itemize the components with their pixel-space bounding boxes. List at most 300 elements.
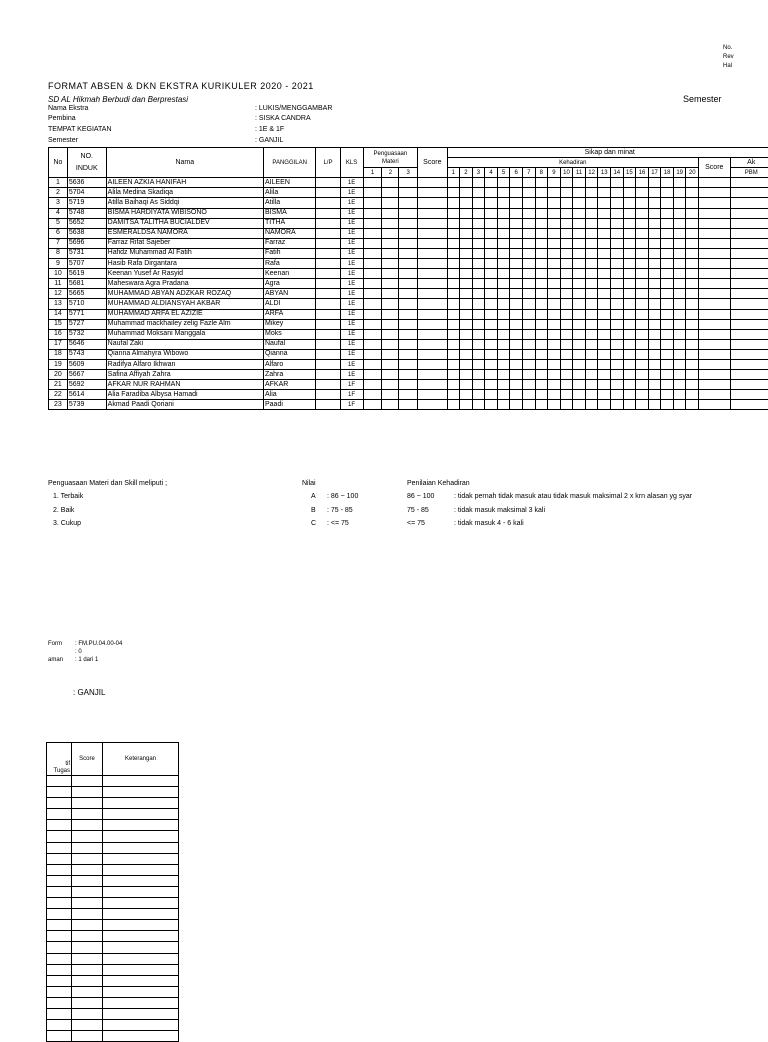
row-materi [363, 198, 382, 208]
row-score [418, 289, 447, 299]
attendance-desc: : tidak masuk maksimal 3 kali [454, 507, 545, 515]
table-cell [72, 1008, 103, 1019]
row-attendance [573, 188, 586, 198]
table-cell [47, 820, 72, 831]
header-day: 10 [560, 168, 573, 178]
row-materi [382, 370, 399, 380]
row-nama: Naufal Zaki [106, 339, 263, 349]
row-score [418, 208, 447, 218]
row-materi [382, 380, 399, 390]
row-panggilan: AFKAR [263, 380, 315, 390]
row-panggilan: Zahra [263, 370, 315, 380]
row-materi [382, 248, 399, 258]
row-materi [382, 309, 399, 319]
row-attendance [673, 289, 686, 299]
row-pbm [730, 370, 768, 380]
row-attendance [472, 309, 485, 319]
row-attendance [472, 400, 485, 410]
row-attendance [510, 299, 523, 309]
row-attendance [598, 319, 611, 329]
table-row [49, 309, 768, 319]
grade-range: : 86 ~ 100 [327, 493, 358, 501]
table-cell [47, 831, 72, 842]
legend-item: 1. Terbaik [53, 493, 83, 501]
row-attendance [585, 309, 598, 319]
row-score2 [699, 380, 730, 390]
row-attendance [472, 238, 485, 248]
table-cell [47, 886, 72, 897]
header-day: 15 [623, 168, 636, 178]
table-cell [72, 964, 103, 975]
row-attendance [548, 319, 561, 329]
row-materi [382, 299, 399, 309]
header-m3: 3 [399, 168, 418, 178]
row-kls: 1E [340, 299, 363, 309]
row-attendance [673, 370, 686, 380]
row-score [418, 248, 447, 258]
row-attendance [585, 380, 598, 390]
row-attendance [522, 339, 535, 349]
row-attendance [560, 370, 573, 380]
row-attendance [472, 380, 485, 390]
row-attendance [548, 178, 561, 188]
row-attendance [447, 238, 460, 248]
table-row [49, 329, 768, 339]
header-penguasaan: Penguasaan Materi [363, 148, 418, 168]
row-attendance [673, 269, 686, 279]
row-attendance [673, 279, 686, 289]
header-kehadiran: Kehadiran [447, 158, 699, 168]
row-attendance [598, 370, 611, 380]
school-name: SD AL Hikmah Berbudi dan Berprestasi [48, 95, 188, 104]
table-cell [103, 831, 179, 842]
row-attendance [460, 370, 473, 380]
row-pbm [730, 248, 768, 258]
row-attendance [686, 208, 699, 218]
row-attendance [522, 380, 535, 390]
row-score [418, 269, 447, 279]
row-attendance [535, 349, 548, 359]
row-pbm [730, 400, 768, 410]
row-attendance [560, 238, 573, 248]
header-day: 2 [460, 168, 473, 178]
row-attendance [560, 349, 573, 359]
row-attendance [636, 208, 649, 218]
row-attendance [522, 319, 535, 329]
row-materi [399, 228, 418, 238]
row-attendance [623, 309, 636, 319]
row-attendance [460, 309, 473, 319]
row-attendance [611, 370, 624, 380]
row-attendance [548, 188, 561, 198]
row-materi [382, 339, 399, 349]
row-lp [316, 359, 340, 369]
row-pbm [730, 289, 768, 299]
row-attendance [648, 198, 661, 208]
row-panggilan: Fatih [263, 248, 315, 258]
row-attendance [573, 349, 586, 359]
table-row [49, 289, 768, 299]
row-attendance [598, 299, 611, 309]
row-score [418, 238, 447, 248]
row-attendance [548, 259, 561, 269]
row-materi [399, 390, 418, 400]
header-day: 12 [585, 168, 598, 178]
row-materi [382, 238, 399, 248]
row-attendance [648, 299, 661, 309]
row-attendance [460, 279, 473, 289]
row-no: 12 [49, 289, 68, 299]
row-attendance [585, 188, 598, 198]
row-lp [316, 259, 340, 269]
row-materi [399, 269, 418, 279]
row-attendance [485, 309, 498, 319]
row-attendance [535, 380, 548, 390]
row-attendance [535, 178, 548, 188]
row-attendance [636, 299, 649, 309]
header-row [47, 743, 179, 776]
row-pbm [730, 208, 768, 218]
table-row [47, 864, 179, 875]
row-attendance [623, 218, 636, 228]
row-attendance [573, 289, 586, 299]
row-attendance [661, 178, 674, 188]
row-attendance [497, 269, 510, 279]
row-attendance [447, 279, 460, 289]
row-lp [316, 309, 340, 319]
row-attendance [485, 370, 498, 380]
row-attendance [648, 309, 661, 319]
table-cell [72, 931, 103, 942]
table-cell [72, 986, 103, 997]
row-nama: MUHAMMAD ARFA EL AZIZIE [106, 309, 263, 319]
row-attendance [510, 400, 523, 410]
header-day: 8 [535, 168, 548, 178]
row-kls: 1E [340, 259, 363, 269]
row-score2 [699, 299, 730, 309]
row-attendance [661, 198, 674, 208]
row-induk: 5727 [67, 319, 106, 329]
row-kls: 1E [340, 198, 363, 208]
row-score2 [699, 198, 730, 208]
row-score2 [699, 289, 730, 299]
row-attendance [510, 208, 523, 218]
row-attendance [573, 370, 586, 380]
row-attendance [535, 339, 548, 349]
table-cell [103, 964, 179, 975]
header-day: 1 [447, 168, 460, 178]
row-panggilan: AILEEN [263, 178, 315, 188]
row-attendance [485, 329, 498, 339]
semester-label: Semester [683, 94, 722, 104]
row-attendance [560, 339, 573, 349]
row-attendance [673, 228, 686, 238]
row-induk: 5732 [67, 329, 106, 339]
row-attendance [447, 380, 460, 390]
legend-item: 3. Cukup [53, 520, 81, 528]
rev-value: : 0 [75, 649, 82, 656]
row-materi [363, 259, 382, 269]
row-induk: 5719 [67, 198, 106, 208]
row-attendance [648, 370, 661, 380]
row-nama: Safina Affiyah Zahra [106, 370, 263, 380]
row-attendance [686, 339, 699, 349]
header-no: No [49, 148, 68, 178]
row-panggilan: Farraz [263, 238, 315, 248]
row-attendance [661, 289, 674, 299]
row-attendance [636, 390, 649, 400]
row-attendance [573, 319, 586, 329]
row-attendance [686, 248, 699, 258]
table-row [49, 299, 768, 309]
row-attendance [497, 299, 510, 309]
row-score2 [699, 390, 730, 400]
row-materi [399, 188, 418, 198]
row-no: 17 [49, 339, 68, 349]
row-attendance [673, 339, 686, 349]
row-pbm [730, 359, 768, 369]
row-no: 16 [49, 329, 68, 339]
row-attendance [598, 279, 611, 289]
info-value: : SISKA CANDRA [255, 115, 311, 123]
row-lp [316, 370, 340, 380]
row-attendance [661, 208, 674, 218]
row-attendance [485, 279, 498, 289]
row-attendance [522, 178, 535, 188]
row-attendance [673, 349, 686, 359]
row-kls: 1E [340, 289, 363, 299]
row-attendance [485, 218, 498, 228]
row-materi [382, 178, 399, 188]
row-attendance [535, 289, 548, 299]
row-attendance [485, 289, 498, 299]
row-attendance [611, 390, 624, 400]
row-attendance [535, 228, 548, 238]
row-attendance [686, 228, 699, 238]
row-attendance [573, 198, 586, 208]
row-attendance [510, 390, 523, 400]
row-attendance [673, 329, 686, 339]
row-attendance [648, 349, 661, 359]
row-induk: 5696 [67, 238, 106, 248]
row-attendance [460, 400, 473, 410]
row-attendance [548, 248, 561, 258]
row-attendance [611, 248, 624, 258]
row-attendance [560, 319, 573, 329]
row-attendance [598, 349, 611, 359]
row-score2 [699, 319, 730, 329]
row-materi [363, 178, 382, 188]
row-attendance [636, 400, 649, 410]
info-label: Pembina [48, 115, 76, 123]
table-cell [72, 842, 103, 853]
row-no: 6 [49, 228, 68, 238]
row-attendance [522, 329, 535, 339]
row-nama: Atilla Baihaqi As Siddqi [106, 198, 263, 208]
row-materi [399, 238, 418, 248]
row-attendance [598, 390, 611, 400]
row-attendance [522, 208, 535, 218]
row-attendance [522, 198, 535, 208]
header-m2: 2 [382, 168, 399, 178]
row-attendance [497, 279, 510, 289]
table-cell [103, 920, 179, 931]
row-materi [399, 198, 418, 208]
table-cell [47, 864, 72, 875]
hal-label: aman [48, 657, 63, 664]
row-attendance [522, 370, 535, 380]
row-attendance [648, 218, 661, 228]
row-attendance [560, 359, 573, 369]
row-attendance [522, 400, 535, 410]
table-row [49, 208, 768, 218]
row-attendance [522, 188, 535, 198]
row-attendance [460, 329, 473, 339]
row-no: 3 [49, 198, 68, 208]
row-attendance [510, 289, 523, 299]
row-attendance [623, 380, 636, 390]
header-col1 [47, 743, 72, 776]
row-attendance [510, 279, 523, 289]
row-attendance [686, 238, 699, 248]
row-attendance [648, 390, 661, 400]
row-score [418, 279, 447, 289]
row-attendance [510, 178, 523, 188]
row-kls: 1E [340, 329, 363, 339]
row-materi [363, 248, 382, 258]
row-attendance [535, 309, 548, 319]
row-attendance [686, 279, 699, 289]
row-no: 20 [49, 370, 68, 380]
row-attendance [598, 359, 611, 369]
row-materi [399, 178, 418, 188]
row-score [418, 400, 447, 410]
row-induk: 5681 [67, 279, 106, 289]
row-attendance [623, 349, 636, 359]
row-kls: 1E [340, 359, 363, 369]
row-attendance [686, 198, 699, 208]
row-materi [399, 339, 418, 349]
row-attendance [585, 359, 598, 369]
row-attendance [497, 349, 510, 359]
row-attendance [472, 228, 485, 238]
row-attendance [598, 269, 611, 279]
table-row [47, 975, 179, 986]
grade-letter: A [311, 493, 316, 501]
row-kls: 1E [340, 349, 363, 359]
row-attendance [598, 198, 611, 208]
row-attendance [560, 299, 573, 309]
row-attendance [560, 380, 573, 390]
row-attendance [673, 359, 686, 369]
row-materi [399, 208, 418, 218]
row-attendance [472, 339, 485, 349]
row-attendance [598, 329, 611, 339]
row-nama: Akmad Paadi Qoriani [106, 400, 263, 410]
table-cell [103, 798, 179, 809]
doc-title: FORMAT ABSEN & DKN EKSTRA KURIKULER 2020 - 2021 [48, 81, 314, 91]
row-attendance [686, 269, 699, 279]
row-attendance [522, 248, 535, 258]
row-attendance [535, 198, 548, 208]
row-attendance [598, 259, 611, 269]
row-attendance [573, 228, 586, 238]
row-attendance [598, 339, 611, 349]
row-attendance [686, 390, 699, 400]
row-attendance [623, 299, 636, 309]
row-attendance [560, 198, 573, 208]
row-attendance [548, 299, 561, 309]
row-attendance [548, 309, 561, 319]
table-row [47, 964, 179, 975]
row-attendance [648, 238, 661, 248]
row-lp [316, 400, 340, 410]
row-kls: 1E [340, 238, 363, 248]
row-materi [382, 188, 399, 198]
header-score2: Score [699, 158, 730, 178]
row-attendance [673, 400, 686, 410]
row-attendance [661, 390, 674, 400]
row-attendance [548, 390, 561, 400]
header-day: 16 [636, 168, 649, 178]
row-attendance [623, 208, 636, 218]
header-row [49, 148, 768, 158]
row-attendance [686, 329, 699, 339]
header-score: Score [72, 743, 103, 776]
row-attendance [661, 228, 674, 238]
legend-nilai-title: Nilai [302, 480, 316, 488]
table-row [47, 920, 179, 931]
table-row [47, 942, 179, 953]
row-nama: Alia Faradiba Albysa Hamadi [106, 390, 263, 400]
row-lp [316, 279, 340, 289]
row-pbm [730, 349, 768, 359]
row-materi [382, 319, 399, 329]
table-row [47, 853, 179, 864]
table-cell [72, 798, 103, 809]
row-materi [363, 349, 382, 359]
row-no: 2 [49, 188, 68, 198]
row-attendance [560, 400, 573, 410]
row-attendance [535, 400, 548, 410]
table-cell [72, 898, 103, 909]
table-cell [72, 975, 103, 986]
row-score2 [699, 279, 730, 289]
row-lp [316, 188, 340, 198]
row-attendance [623, 370, 636, 380]
row-attendance [535, 370, 548, 380]
row-attendance [636, 198, 649, 208]
row-attendance [485, 299, 498, 309]
table-cell [47, 975, 72, 986]
row-attendance [636, 228, 649, 238]
row-nama: Hafidz Muhammad Al Fatih [106, 248, 263, 258]
row-attendance [648, 259, 661, 269]
table-cell [47, 798, 72, 809]
header-col1b-text: Tugas [48, 768, 70, 775]
grade-letter: B [311, 507, 316, 515]
row-attendance [598, 238, 611, 248]
row-induk: 5739 [67, 400, 106, 410]
table-cell [72, 1020, 103, 1031]
row-attendance [460, 319, 473, 329]
row-attendance [686, 188, 699, 198]
table-cell [103, 776, 179, 787]
row-attendance [460, 299, 473, 309]
row-attendance [648, 178, 661, 188]
row-attendance [598, 248, 611, 258]
row-materi [399, 380, 418, 390]
